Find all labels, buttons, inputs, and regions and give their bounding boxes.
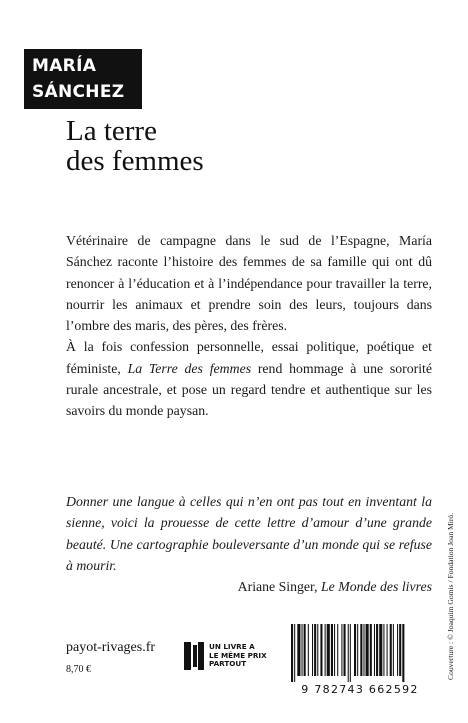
prix-unique-line2: LE MÊME PRIX [209, 650, 267, 660]
summary-paragraph-1: Vétérinaire de campagne dans le sud de l’Espagne, María Sánchez raconte l’histoire des femmes de sa famille qui ont dû renoncer à l’éducation et à l’indépendance pour travailler la terre, nourrir les animaux et prendre soin des leurs, toujours dans l’ombre des maris, des pères, des frères. [66, 233, 432, 334]
book-title [66, 116, 204, 176]
press-quote [66, 491, 432, 597]
prix-unique-line3: PARTOUT [209, 659, 247, 669]
author-name-box [24, 49, 142, 109]
cover-credit: Couverture : © Joaquim Gomis / Fondation Joan Miró. [446, 512, 455, 680]
press-quote-text: Donner une langue à celles qui n’en ont pas tout en inventant la sienne, voici la prouesse de cette lettre d’amour d’une grande beauté. Une cartographie bouleversante d’un monde qui se refuse à mourir. [66, 494, 432, 573]
book-summary [66, 230, 432, 422]
barcode-icon [285, 624, 435, 690]
press-quote-source: Le Monde des livres [321, 579, 432, 595]
isbn-number: 9 782743 662592 [301, 683, 419, 696]
prix-unique-logo [184, 636, 267, 676]
prix-unique-line1: UN LIVRE A [209, 642, 255, 652]
book-price: 8,70 € [66, 664, 91, 675]
summary-p2-end: rend hommage à une sororité rurale ancestrale, et pose un regard tendre et authentique sur les savoirs du monde paysan. [66, 360, 432, 419]
book-title-line1: La terre [66, 115, 157, 147]
author-first-name: MARÍA [32, 56, 97, 76]
summary-paragraph-2 [66, 336, 432, 421]
press-quote-attribution [66, 576, 432, 597]
publisher-website: payot-rivages.fr [66, 640, 156, 655]
book-icon [184, 642, 204, 670]
author-last-name: SÁNCHEZ [32, 82, 125, 102]
book-title-line2: des femmes [66, 145, 204, 177]
summary-p2-start: À la fois confession personnelle, essai politique, poétique et féministe, [66, 339, 432, 376]
summary-p2-title: La Terre des femmes [127, 360, 252, 376]
press-quote-author: Ariane Singer, [237, 579, 321, 595]
prix-unique-text [209, 643, 267, 669]
